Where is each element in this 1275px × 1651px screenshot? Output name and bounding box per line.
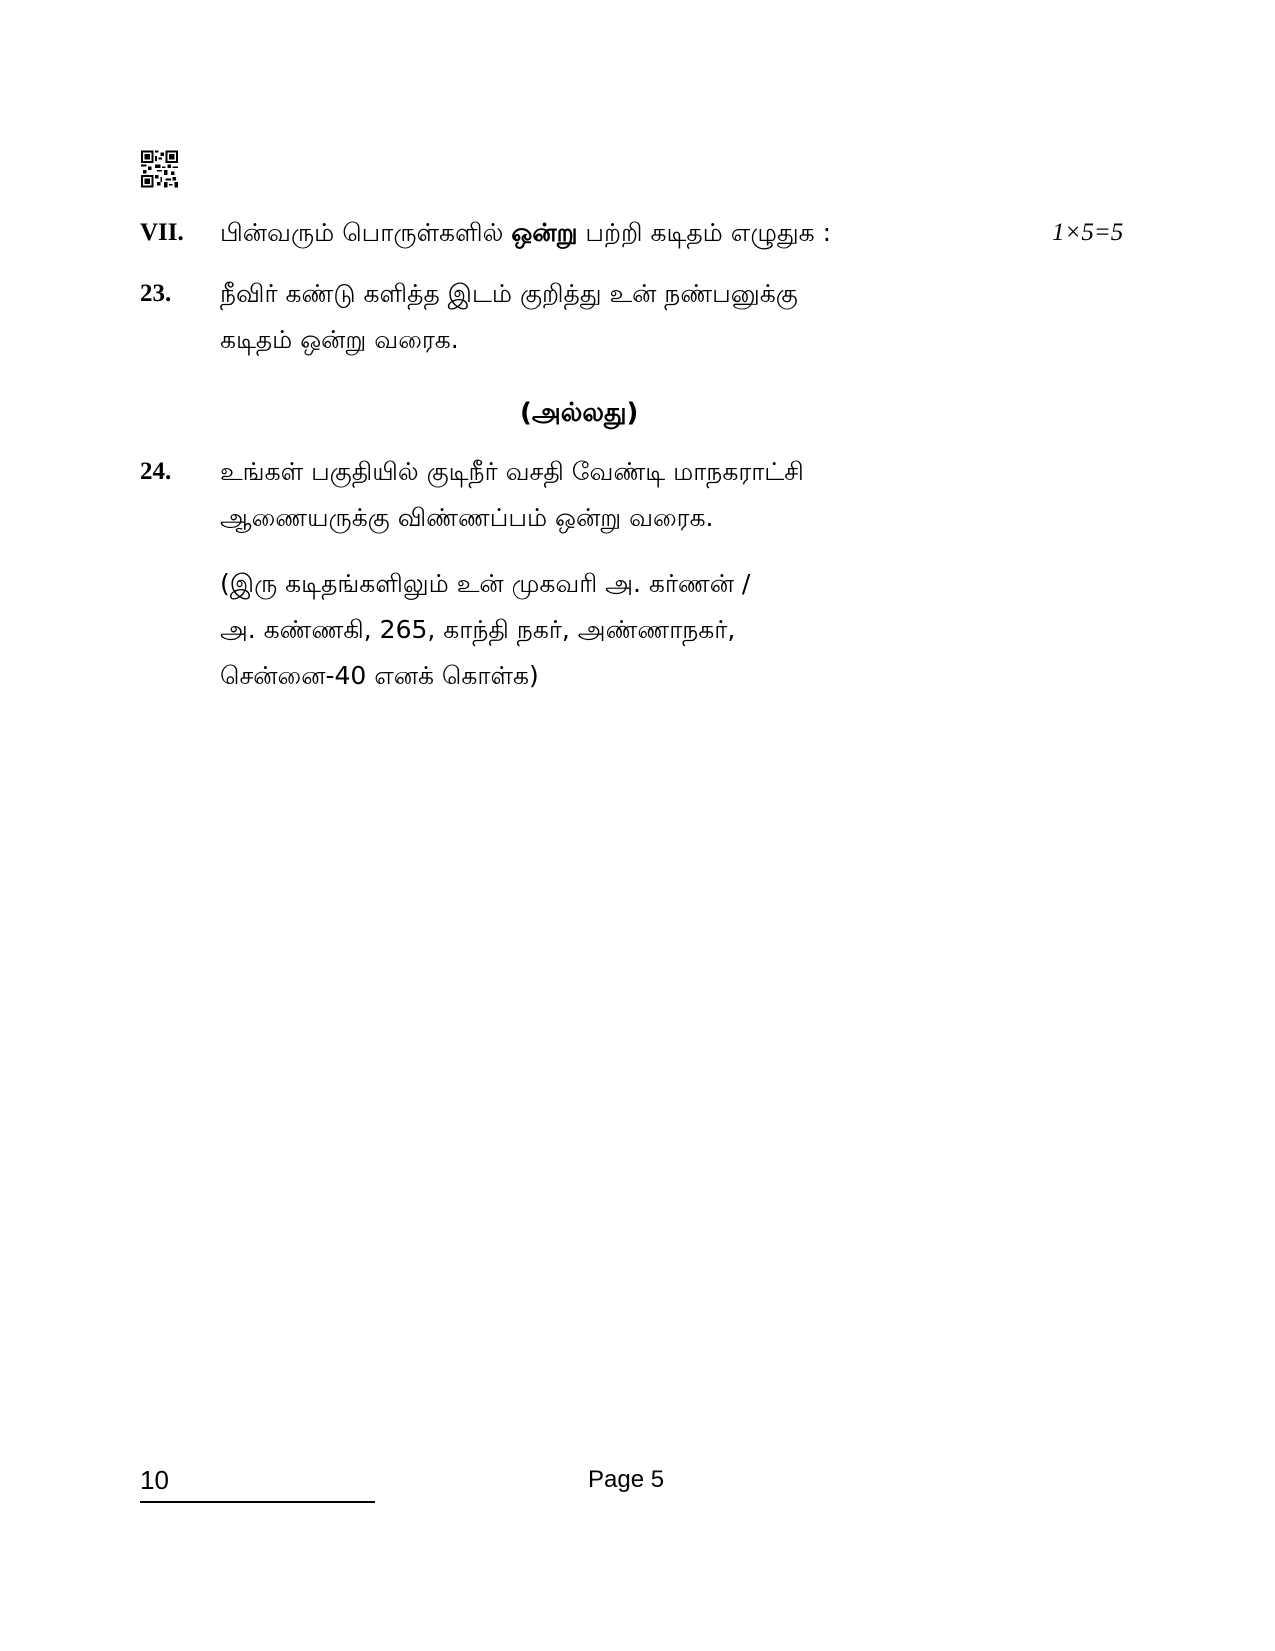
note-line: அ. கண்ணகி, 265, காந்தி நகர், அண்ணாநகர், bbox=[220, 615, 736, 644]
section-marks: 1×5=5 bbox=[1052, 219, 1124, 246]
question-line: உங்கள் பகுதியில் குடிநீர் வசதி வேண்டி மாநகராட்சி bbox=[220, 457, 804, 486]
footer-rule bbox=[140, 1501, 375, 1503]
question-line: நீவிர் கண்டு களித்த இடம் குறித்து உன் நண்பனுக்கு bbox=[220, 279, 798, 308]
section-number: VII. bbox=[140, 219, 184, 246]
instruction-text-2: பற்றி கடிதம் எழுதுக : bbox=[577, 218, 831, 247]
question-number: 24. bbox=[140, 458, 172, 485]
footer-code: 10 bbox=[140, 1465, 169, 1495]
note-line: சென்னை-40 எனக் கொள்க) bbox=[220, 661, 539, 690]
note-line: (இரு கடிதங்களிலும் உன் முகவரி அ. கர்ணன் / bbox=[220, 569, 751, 598]
instruction-text-1: பின்வரும் பொருள்களில் bbox=[220, 218, 512, 247]
question-number: 23. bbox=[140, 280, 172, 307]
section-instruction bbox=[220, 209, 831, 257]
qr-code-icon bbox=[141, 150, 178, 188]
question-line: ஆணையருக்கு விண்ணப்பம் ஒன்று வரைக. bbox=[220, 503, 714, 532]
or-divider: (அல்லது) bbox=[520, 398, 639, 428]
question-line: கடிதம் ஒன்று வரைக. bbox=[220, 325, 459, 354]
instruction-bold: ஒன்று bbox=[511, 218, 578, 247]
page-number: Page 5 bbox=[588, 1466, 665, 1493]
